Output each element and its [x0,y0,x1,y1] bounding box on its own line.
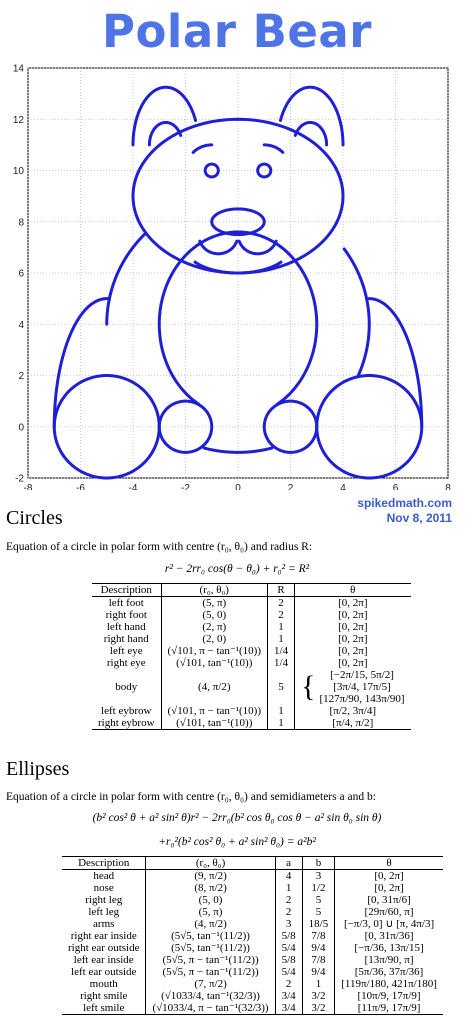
cell-radius: 1 [268,705,295,717]
x-tick-label: 4 [340,483,346,490]
theta-interval: [π/4, π/2] [332,717,374,729]
theta-interval: [127π/90, 143π/90] [319,693,405,705]
cell-description: right hand [92,633,161,645]
table-row [62,918,443,930]
theta-interval: [−2π/15, 5π/2] [330,669,394,681]
cell-description: right ear inside [62,930,146,942]
cell-radius: 1 [268,717,295,730]
cell-radius: 1 [268,621,295,633]
cell-description: mouth [62,978,146,990]
cell-description: left eye [92,645,161,657]
cell-radius: 1/4 [268,657,295,669]
cell-b: 3 [302,870,335,883]
cell-center: (7, π/2) [146,978,275,990]
cell-theta: [13π/90, π] [364,954,414,966]
circles-equation: r² − 2rr₀ cos(θ − θ₀) + r₀² = R² [164,563,310,575]
x-tick-label: 0 [235,483,241,490]
cell-description: body [92,669,161,705]
ellipses-table [62,856,443,1015]
cell-description: right foot [92,609,161,621]
cell-theta [295,717,411,730]
cell-a: 5/4 [275,942,302,954]
cell-description: right eye [92,657,161,669]
cell-description: right leg [62,894,146,906]
cell-a: 4 [275,870,302,883]
ellipses-intro: Equation of a circle in polar form with centre (r₀, θ₀) and semidiameters a and b: [6,791,376,803]
cell-theta: [0, 2π] [374,882,404,894]
y-tick-labels [13,64,25,485]
cell-description: right eybrow [92,717,161,730]
cell-theta: [0, 31π/36] [364,930,414,942]
cell-b: 1 [302,978,335,990]
circles-intro: Equation of a circle in polar form with centre (r₀, θ₀) and radius R: [6,541,313,553]
y-tick-label: -2 [15,473,24,485]
cell-description: head [62,870,146,883]
cell-center: (5, 0) [146,894,275,906]
cell-b: 5 [302,894,335,906]
x-tick-label: 8 [445,483,451,490]
table-row [92,717,411,730]
cell-description: right ear outside [62,942,146,954]
credit-site: spikedmath.com [357,496,452,510]
cell-a: 5/8 [275,954,302,966]
table-row [92,597,411,610]
circles-heading: Circles [6,507,63,529]
cell-center: (5√5, π − tan⁻¹(11/2)) [146,954,275,966]
cell-center: (√101, π − tan⁻¹(10)) [161,705,268,717]
table-row [62,966,443,978]
theta-interval: [3π/4, 17π/5] [333,681,391,693]
cell-center: (5, π) [146,906,275,918]
theta-interval: [0, 2π] [338,633,368,645]
table-row [62,954,443,966]
cell-theta: [11π/9, 17π/9] [335,1002,443,1015]
x-tick-label: -4 [128,483,138,490]
cell-a: 3/4 [275,1002,302,1015]
cell-center: (√101, tan⁻¹(10)) [161,657,268,669]
theta-interval: [0, 2π] [338,609,368,621]
cell-center: (√1033/4, π − tan⁻¹(32/3)) [146,1002,275,1015]
table-row [92,705,411,717]
theta-interval: [0, 2π] [338,645,368,657]
cell-b: 7/8 [302,954,335,966]
y-tick-label: 2 [18,371,24,382]
page-title: Polar Bear [102,5,372,58]
col-theta: θ [295,584,411,597]
ellipses-equation-line2: +r₀²(b² cos² θ₀ + a² sin² θ₀) = a²b² [158,836,316,848]
table-row [92,621,411,633]
cell-b: 1/2 [302,882,335,894]
cell-radius: 2 [268,597,295,610]
cell-a: 3/4 [275,990,302,1002]
cell-theta: [0, 31π/6] [367,894,411,906]
col-description: Description [92,584,161,597]
col-b: b [302,857,335,870]
cell-description: left hand [92,621,161,633]
x-tick-label: 2 [287,483,294,490]
cell-a: 1 [275,882,302,894]
table-row [62,906,443,918]
x-tick-label: -8 [23,483,33,490]
cell-theta [295,597,411,610]
col-center: (r₀, θ₀) [161,584,268,597]
cell-theta [295,657,411,669]
col-theta: θ [335,857,443,870]
cell-theta [295,705,411,717]
table-row [62,882,443,894]
ellipses-heading: Ellipses [6,758,70,780]
cell-radius: 5 [268,669,295,705]
table-row [92,609,411,621]
cell-center: (5√5, tan⁻¹(11/2)) [146,942,275,954]
cell-b: 9/4 [302,966,335,978]
table-row [92,669,411,705]
table-row [92,657,411,669]
cell-center: (2, π) [161,621,268,633]
cell-center: (4, π/2) [146,918,275,930]
cell-theta [295,669,411,705]
cell-theta: [119π/180, 421π/180] [341,978,437,990]
cell-b: 5 [302,906,335,918]
table-row [62,942,443,954]
cell-description: nose [62,882,146,894]
x-tick-label: -2 [181,483,190,490]
cell-b: 7/8 [302,930,335,942]
ellipses-equation-line1: (b² cos² θ + a² sin² θ)r² − 2rr₀(b² cos θ₀ cos θ − a² sin θ₀ sin θ) [92,812,382,824]
cell-a: 5/8 [275,930,302,942]
cell-radius: 1/4 [268,645,295,657]
y-tick-label: 4 [18,319,24,331]
x-tick-labels [24,483,452,490]
cell-center: (5√5, tan⁻¹(11/2)) [146,930,275,942]
cell-center: (4, π/2) [161,669,268,705]
cell-theta [295,609,411,621]
cell-description: left smile [62,1002,146,1015]
cell-description: right smile [62,990,146,1002]
cell-b: 3/2 [302,990,335,1002]
cell-center: (5, π) [161,597,268,610]
cell-theta [295,645,411,657]
y-tick-label: 14 [12,63,24,75]
cell-theta [295,633,411,645]
theta-interval: [0, 2π] [338,621,368,633]
polar-bear-plot [0,60,474,490]
cell-theta: [5π/36, 37π/36] [354,966,424,978]
cell-description: left ear inside [62,954,146,966]
cell-radius: 1 [268,633,295,645]
table-row [62,894,443,906]
cell-a: 3 [275,918,302,930]
theta-interval: [0, 2π] [338,657,368,669]
cell-b: 18/5 [302,918,335,930]
table-row [62,870,443,883]
col-center: (r₀, θ₀) [146,857,275,870]
y-tick-label: 12 [12,114,24,126]
cell-b: 3/2 [302,1002,335,1015]
cell-center: (√101, π − tan⁻¹(10)) [161,645,268,657]
cell-description: left ear outside [62,966,146,978]
cell-description: arms [62,918,146,930]
credit-date: Nov 8, 2011 [386,511,452,525]
theta-intervals [319,669,404,705]
y-tick-label: 6 [18,268,24,280]
cell-center: (√101, tan⁻¹(10)) [161,717,268,730]
table-row [62,930,443,942]
circles-table [92,583,411,730]
col-a: a [275,857,302,870]
theta-interval: [0, 2π] [338,597,368,609]
table-row [62,990,443,1002]
cell-center: (2, 0) [161,633,268,645]
col-description: Description [62,857,146,870]
cell-center: (5, 0) [161,609,268,621]
cell-a: 5/4 [275,966,302,978]
x-tick-label: 6 [392,483,399,490]
cell-theta [295,621,411,633]
table-row [62,1002,443,1015]
cell-theta: [29π/60, π] [364,906,414,918]
y-tick-label: 10 [12,166,24,177]
y-tick-label: 0 [18,422,24,434]
cell-description: left leg [62,906,146,918]
y-tick-label: 8 [18,217,24,229]
cell-b: 9/4 [302,942,335,954]
cell-description: left foot [92,597,161,610]
cell-theta: [0, 2π] [374,870,404,882]
table-row [62,978,443,990]
x-tick-label: -6 [76,483,85,490]
table-row [92,645,411,657]
cell-description: left eybrow [92,705,161,717]
table-row [92,633,411,645]
cell-radius: 2 [268,609,295,621]
cell-center: (9, π/2) [146,870,275,883]
cell-center: (√1033/4, tan⁻¹(32/3)) [146,990,275,1002]
theta-interval: [π/2, 3π/4] [329,705,377,717]
cell-a: 2 [275,978,302,990]
brace: { [301,670,316,703]
col-radius: R [268,584,295,597]
cell-a: 2 [275,906,302,918]
cell-theta: [−π/3, 0] ∪ [π, 4π/3] [343,918,435,930]
cell-center: (8, π/2) [146,882,275,894]
cell-theta: [10π/9, 17π/9] [357,990,421,1002]
cell-theta: [−π/36, 13π/15] [354,942,424,954]
cell-a: 2 [275,894,302,906]
cell-center: (5√5, π − tan⁻¹(11/2)) [146,966,275,978]
